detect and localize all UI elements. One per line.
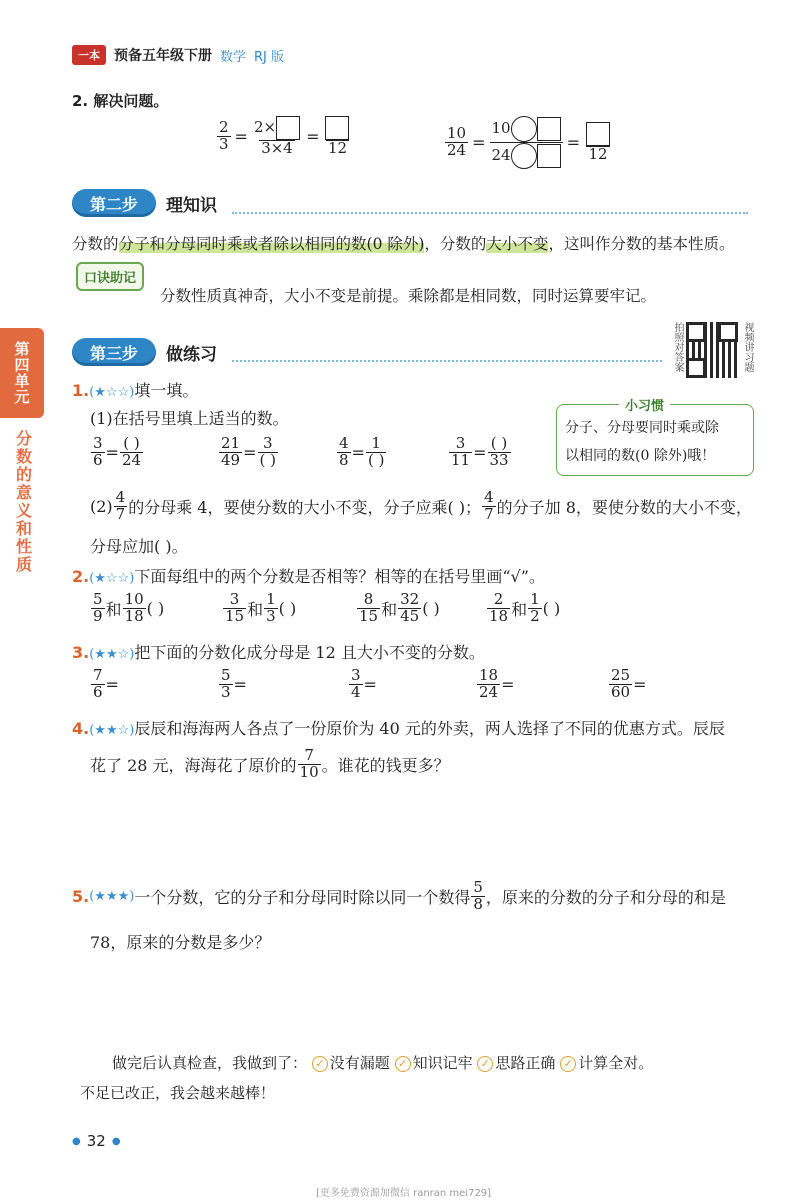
ex1-part2-cont: 分母应加( )。 bbox=[90, 537, 188, 556]
q2-title: 2. 解决问题。 bbox=[72, 92, 169, 110]
checklist-intro: 做完后认真检查，我做到了： bbox=[112, 1054, 308, 1072]
q2-equation-1: $\frac{2}{3}$ = $\frac{2\times}{3\times 4}$ = 12 bbox=[216, 116, 352, 157]
operator-circle[interactable] bbox=[511, 116, 537, 142]
ex3-frac-1: $\frac{7}{6}$ = bbox=[93, 666, 119, 701]
ex1-heading: 1.(★☆☆)填一填。 bbox=[72, 381, 199, 400]
ex2-heading: 2.(★☆☆)下面每组中的两个分数是否相等？相等的在括号里画“√”。 bbox=[72, 567, 545, 586]
mnemonic-badge: 口诀助记 bbox=[76, 262, 144, 291]
ex3-frac-5: $\frac{25}{60}$ = bbox=[611, 666, 647, 701]
ex3-frac-4: $\frac{18}{24}$ = bbox=[479, 666, 515, 701]
step2-title: 理知识 bbox=[166, 196, 217, 216]
answer-box[interactable] bbox=[586, 122, 610, 146]
operator-circle[interactable] bbox=[511, 143, 537, 169]
ex2-pair-4: $\frac{2}{18}$ 和 $\frac{1}{2}$ ( ) bbox=[489, 590, 561, 625]
ex3-frac-3: $\frac{3}{4}$ = bbox=[351, 666, 377, 701]
qr-right-text: 视频讲习题 bbox=[742, 322, 753, 372]
answer-box[interactable] bbox=[276, 116, 300, 140]
ex5-line1: 5. (★★★) 一个分数，它的分子和分母同时除以同一个数得 $\frac{5}{8}$ ，原来的分数的分子和分母的和是 bbox=[72, 878, 726, 913]
edition: RJ 版 bbox=[254, 49, 285, 65]
subject: 数学 bbox=[220, 49, 247, 65]
step2-definition: 分数的分子和分母同时乘或者除以相同的数(0 除外)，分数的大小不变，这叫作分数的基本性质。 bbox=[72, 235, 735, 253]
answer-box[interactable] bbox=[537, 144, 561, 168]
ex1-fill-1: $\frac{3}{6}$ = $\frac{( )}{24}$ bbox=[93, 434, 142, 469]
page-number: ● 32 ● bbox=[72, 1132, 121, 1150]
step3-badge: 第三步 bbox=[72, 338, 156, 366]
logo: 一本 bbox=[72, 45, 106, 65]
answer-box[interactable] bbox=[537, 117, 561, 141]
ex1-fill-2: $\frac{21}{49}$ = $\frac{3}{( )}$ bbox=[221, 434, 276, 469]
answer-box[interactable] bbox=[325, 116, 349, 140]
ex1-part1: (1)在括号里填上适当的数。 bbox=[90, 409, 289, 428]
divider bbox=[232, 212, 748, 214]
ex5-line2: 78，原来的分数是多少？ bbox=[90, 933, 271, 952]
check-icon[interactable]: ✓ bbox=[560, 1056, 576, 1072]
ex4-line1: 4.(★★☆)辰辰和海海两人各点了一份原价为 40 元的外卖，两人选择了不同的优惠方式。辰辰 bbox=[72, 719, 725, 738]
ex3-heading: 3.(★★☆)把下面的分数化成分母是 12 且大小不变的分数。 bbox=[72, 643, 485, 662]
sidebar bbox=[0, 328, 46, 574]
check-icon[interactable]: ✓ bbox=[395, 1056, 411, 1072]
ex1-part2: (2) $\frac{4}{7}$ 的分母乘 4，要使分数的大小不变，分子应乘( )； $\frac{4}{7}$ 的分子加 8，要使分数的大小不变， bbox=[90, 488, 752, 523]
book-title: 预备五年级下册 bbox=[114, 48, 212, 64]
qr-code[interactable] bbox=[686, 322, 738, 378]
ex3-frac-2: $\frac{5}{3}$ = bbox=[221, 666, 247, 701]
ex1-fill-3: $\frac{4}{8}$ = $\frac{1}{( )}$ bbox=[339, 434, 385, 469]
qr-left-text: 拍照对答案 bbox=[672, 322, 683, 372]
mnemonic-text: 分数性质真神奇，大小不变是前提。乘除都是相同数，同时运算要牢记。 bbox=[160, 287, 657, 305]
tip-title: 小习惯 bbox=[619, 395, 670, 414]
tip-line1: 分子、分母要同时乘或除 bbox=[565, 420, 719, 436]
unit-label: 第四单元 bbox=[12, 341, 31, 405]
checklist-line2: 不足已改正，我会越来越棒！ bbox=[80, 1084, 276, 1102]
topic-label: 分数的意义和性质 bbox=[13, 430, 33, 574]
check-icon[interactable]: ✓ bbox=[312, 1056, 328, 1072]
checklist: 做完后认真检查，我做到了： ✓ 没有漏题 ✓ 知识记牢 ✓ 思路正确 ✓ 计算全对。 bbox=[112, 1054, 654, 1072]
ex2-pair-2: $\frac{3}{15}$ 和 $\frac{1}{3}$ ( ) bbox=[225, 590, 297, 625]
ex2-pair-3: $\frac{8}{15}$ 和 $\frac{32}{45}$ ( ) bbox=[359, 590, 440, 625]
step2-badge: 第二步 bbox=[72, 189, 156, 217]
check-icon[interactable]: ✓ bbox=[477, 1056, 493, 1072]
unit-tab bbox=[0, 328, 44, 418]
ex4-line2: 花了 28 元，海海花了原价的 $\frac{7}{10}$ 。谁花的钱更多？ bbox=[90, 746, 450, 781]
ex2-pair-1: $\frac{5}{9}$ 和 $\frac{10}{18}$ ( ) bbox=[93, 590, 165, 625]
ex1-fill-4: $\frac{3}{11}$ = $\frac{( )}{33}$ bbox=[451, 434, 509, 469]
header bbox=[72, 44, 284, 66]
divider bbox=[232, 360, 662, 362]
habit-tip bbox=[556, 399, 754, 476]
tip-line2: 以相同的数(0 除外)哦！ bbox=[565, 448, 716, 464]
q2-equation-2: $\frac{10}{24}$ = $\frac{10}{24}$ = 12 bbox=[444, 116, 613, 169]
watermark: [更多免费资源加微信 ranran mei729] bbox=[316, 1188, 492, 1199]
step3-title: 做练习 bbox=[166, 345, 217, 365]
